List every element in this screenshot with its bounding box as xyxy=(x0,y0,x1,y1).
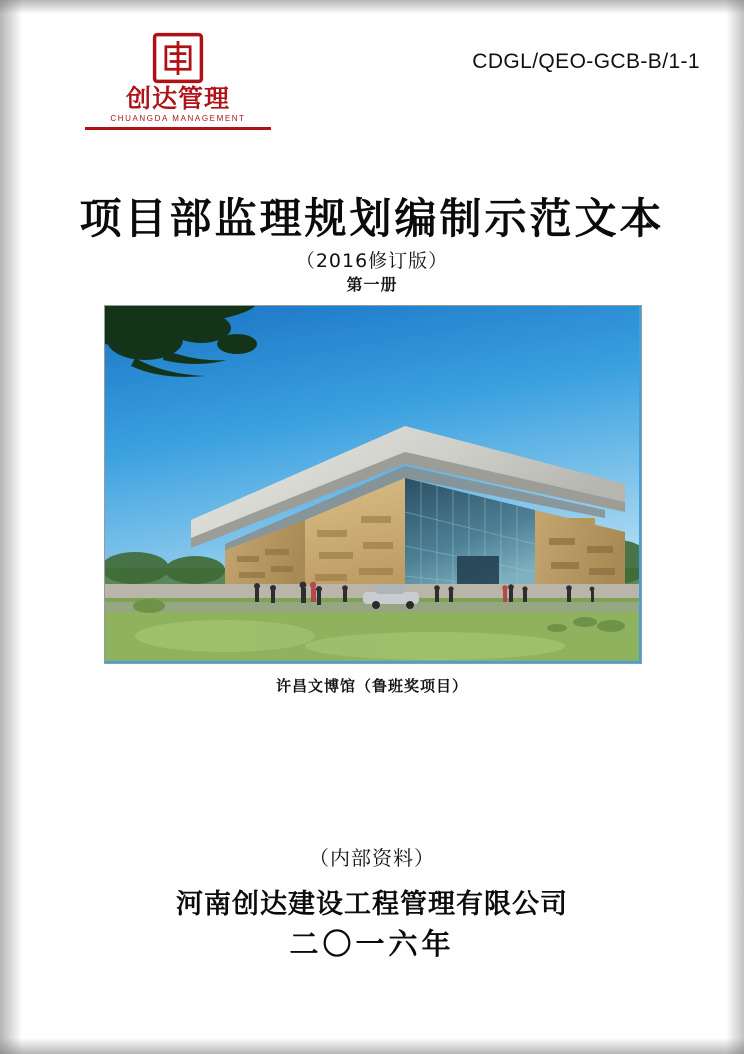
page-title: 项目部监理规划编制示范文本 xyxy=(79,194,665,243)
document-code: CDGL/QEO-GCB-B/1-1 xyxy=(472,50,700,73)
logo-underline xyxy=(85,127,271,130)
company-name: 河南创达建设工程管理有限公司 xyxy=(176,889,568,920)
photo-caption: 许昌文博馆（鲁班奖项目） xyxy=(275,677,468,695)
publication-year: 二〇一六年 xyxy=(289,927,455,961)
logo-name: 创达管理 xyxy=(125,84,230,113)
scan-edge-bottom xyxy=(0,1038,744,1054)
logo-latin-name: CHUANGDA MANAGEMENT xyxy=(110,114,246,124)
company-logo xyxy=(83,32,273,130)
edition-label: （2016修订版） xyxy=(295,250,449,272)
internal-note: （内部资料） xyxy=(309,846,435,870)
scan-edge-top xyxy=(0,0,744,14)
seal-square-icon xyxy=(152,32,204,84)
cover-photo xyxy=(104,305,642,664)
volume-label: 第一册 xyxy=(346,275,398,294)
page-header xyxy=(0,30,744,140)
museum-building-illustration xyxy=(105,306,639,661)
